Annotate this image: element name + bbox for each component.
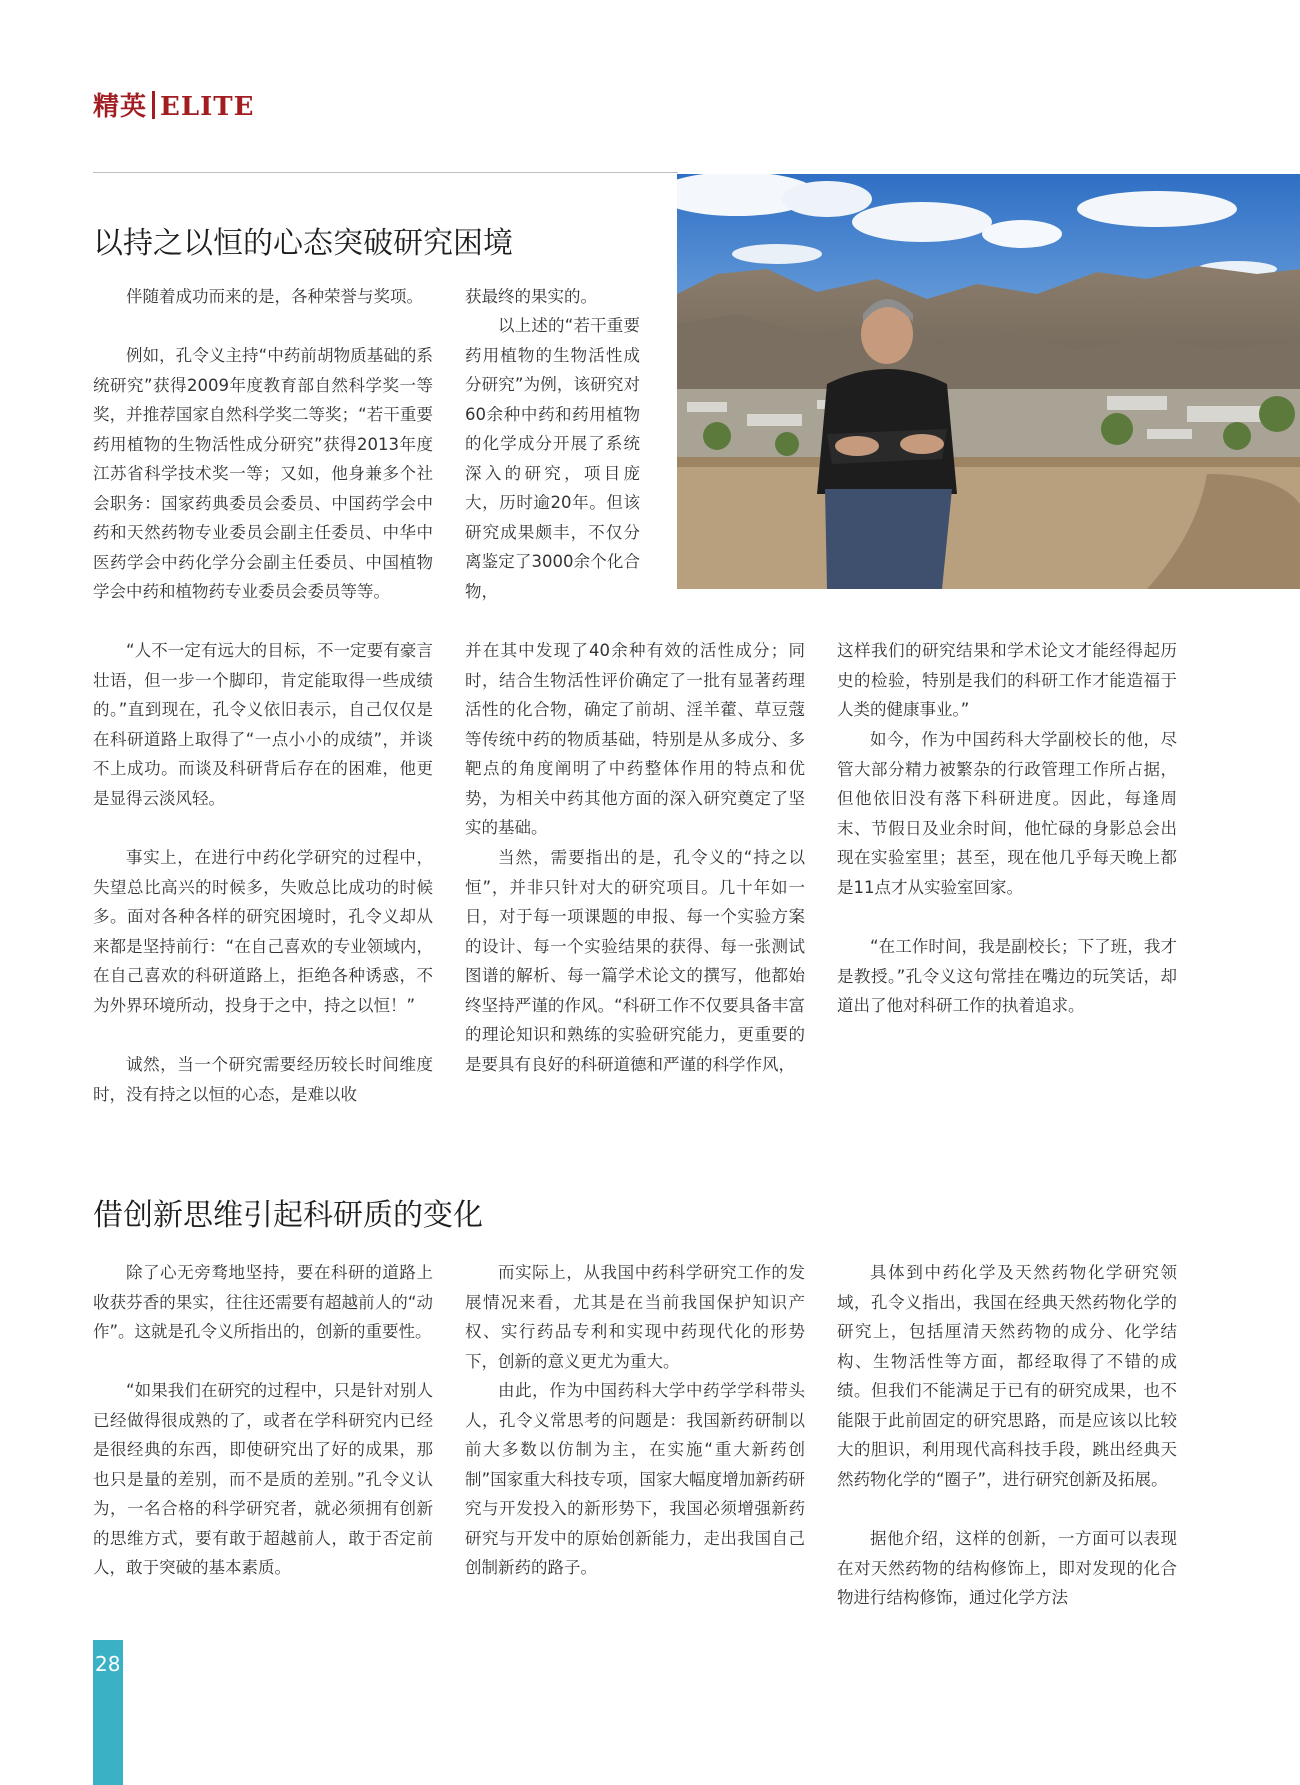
s1-col2-para2: 以上述的“若干重要药用植物的生物活性成分研究”为例，该研究对60余种中药和药用植物的化学成分开展了系统深入的研究，项目庞大，历时逾20年。但该研究成果颇丰，不仅分离鉴定了3000余个化合物， <box>465 316 640 601</box>
s1-col1-para2: 例如，孔令义主持“中药前胡物质基础的系统研究”获得2009年度教育部自然科学奖一等奖，并推荐国家自然科学奖二等奖；“若干重要药用植物的生物活性成分研究”获得2013年度江苏省科学技术奖一等；又如，他身兼多个社会职务：国家药典委员会委员、中国药学会中药和天然药物专业委员会副主任委员、中华中医药学会中药化学分会副主任委员、中国植物学会中药和植物药专业委员会委员等等。 <box>93 346 433 601</box>
s1-col2-para4: 当然，需要指出的是，孔令义的“持之以恒”，并非只针对大的研究项目。几十年如一日，对于每一项课题的申报、每一个实验方案的设计、每一个实验结果的获得、每一张测试图谱的解析、每一篇学术论文的撰写，他都始终坚持严谨的作风。“科研工作不仅要具备丰富的理论知识和熟练的实验研究能力，更重要的是要具有良好的科研道德和严谨的科学作风， <box>465 848 805 1074</box>
s2-col3-para2: 据他介绍，这样的创新，一方面可以表现在对天然药物的结构修饰上，即对发现的化合物进行结构修饰，通过化学方法 <box>837 1529 1177 1607</box>
s1-col2-para3: 并在其中发现了40余种有效的活性成分；同时，结合生物活性评价确定了一批有显著药理活性的化合物，确定了前胡、淫羊藿、草豆蔻等传统中药的物质基础，特别是从多成分、多靶点的角度阐明了中药整体作用的特点和优势，为相关中药其他方面的深入研究奠定了坚实的基础。 <box>465 641 805 837</box>
s1-col2-para1: 获最终的果实的。 <box>465 287 597 306</box>
header-rule <box>93 172 678 173</box>
s1-col1-para5: 诚然，当一个研究需要经历较长时间维度时，没有持之以恒的心态，是难以收 <box>93 1055 433 1104</box>
section1-title: 以持之以恒的心态突破研究困境 <box>93 226 513 261</box>
photo-scene-icon <box>677 174 1300 589</box>
s2-col1-para2: “如果我们在研究的过程中，只是针对别人已经做得很成熟的了，或者在学科研究内已经是很经典的东西，即使研究出了好的成果，那也只是量的差别，而不是质的差别。”孔令义认为，一名合格的科学研究者，就必须拥有创新的思维方式，要有敢于超越前人，敢于否定前人，敢于突破的基本素质。 <box>93 1381 433 1577</box>
s1-col1-para1: 伴随着成功而来的是，各种荣誉与奖项。 <box>126 287 423 306</box>
section-header <box>93 86 254 123</box>
header-cn: 精英 <box>93 92 148 122</box>
s1-col1-para4: 事实上，在进行中药化学研究的过程中，失望总比高兴的时候多，失败总比成功的时候多。面对各种各样的研究困境时，孔令义却从来都是坚持前行：“在自己喜欢的专业领域内，在自己喜欢的科研道路上，拒绝各种诱惑，不为外界环境所动，投身于之中，持之以恒！” <box>93 848 433 1015</box>
s1-col3-para1: 这样我们的研究结果和学术论文才能经得起历史的检验，特别是我们的科研工作才能造福于人类的健康事业。” <box>837 641 1177 719</box>
section2-title: 借创新思维引起科研质的变化 <box>93 1198 483 1233</box>
s2-col3-para1: 具体到中药化学及天然药物化学研究领域，孔令义指出，我国在经典天然药物化学的研究上，包括厘清天然药物的成分、化学结构、生物活性等方面，都经取得了不错的成绩。但我们不能满足于已有的研究成果，也不能限于此前固定的研究思路，而是应该以比较大的胆识，利用现代高科技手段，跳出经典天然药物化学的“圈子”，进行研究创新及拓展。 <box>837 1263 1177 1489</box>
s2-col1-para1: 除了心无旁骛地坚持，要在科研的道路上收获芬香的果实，往往还需要有超越前人的“动作”。这就是孔令义所指出的，创新的重要性。 <box>93 1263 433 1341</box>
s1-col1-para3: “人不一定有远大的目标，不一定要有豪言壮语，但一步一个脚印，肯定能取得一些成绩的。”直到现在，孔令义依旧表示，自己仅仅是在科研道路上取得了“一点小小的成绩”，并谈不上成功。而谈及科研背后存在的困难，他更是显得云淡风轻。 <box>93 641 433 808</box>
header-divider <box>152 91 155 119</box>
portrait-photo <box>677 174 1300 589</box>
s2-col2-para1: 而实际上，从我国中药科学研究工作的发展情况来看，尤其是在当前我国保护知识产权、实行药品专利和实现中药现代化的形势下，创新的意义更尤为重大。 <box>465 1263 805 1371</box>
s2-col2-para2: 由此，作为中国药科大学中药学学科带头人，孔令义常思考的问题是：我国新药研制以前大多数以仿制为主，在实施“重大新药创制”国家重大科技专项，国家大幅度增加新药研究与开发投入的新形势下，我国必须增强新药研究与开发中的原始创新能力，走出我国自己创制新药的路子。 <box>465 1381 805 1577</box>
header-en: ELITE <box>160 92 255 122</box>
page-number: 28 <box>95 1652 121 1676</box>
s1-col3-para3: “在工作时间，我是副校长；下了班，我才是教授。”孔令义这句常挂在嘴边的玩笑话，却道出了他对科研工作的执着追求。 <box>837 937 1177 1015</box>
s1-col3-para2: 如今，作为中国药科大学副校长的他，尽管大部分精力被繁杂的行政管理工作所占据，但他依旧没有落下科研进度。因此，每逢周末、节假日及业余时间，他忙碌的身影总会出现在实验室里；甚至，现在他几乎每天晚上都是11点才从实验室回家。 <box>837 730 1177 897</box>
